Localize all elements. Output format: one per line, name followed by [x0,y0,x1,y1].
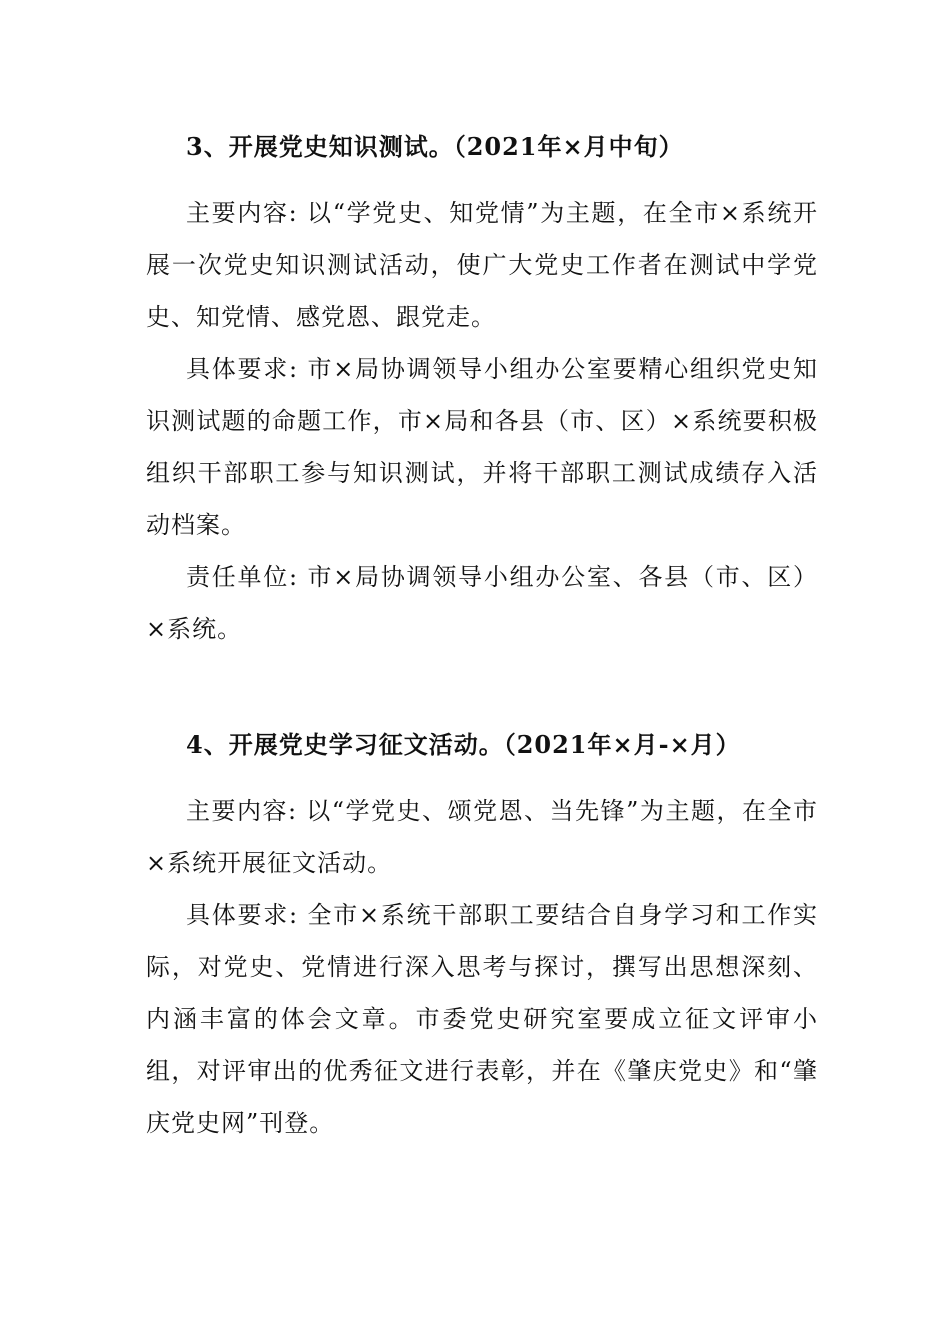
responsible-unit-text: 市×局协调领导小组办公室、各县（市、区）×系统。 [146,563,818,643]
section-3-heading: 3、开展党史知识测试。（2021年×月中旬） [186,132,684,161]
requirements-label: 具体要求: [186,355,299,383]
section-3-responsible-unit [146,551,818,655]
requirements-text: 市×局协调领导小组办公室要精心组织党史知识测试题的命题工作，市×局和各县（市、区）×系统要积极组织干部职工参与知识测试，并将干部职工测试成绩存入活动档案。 [146,355,818,539]
section-4-requirements [146,889,818,1149]
main-content-text: 以“学党史、知党情”为主题，在全市×系统开展一次党史知识测试活动，使广大党史工作者在测试中学党史、知党情、感党恩、跟党走。 [146,199,818,331]
main-content-label: 主要内容: [186,199,298,227]
section-4-main-content [146,785,818,889]
main-content-text: 以“学党史、颂党恩、当先锋”为主题，在全市×系统开展征文活动。 [146,797,818,877]
section-4-heading: 4、开展党史学习征文活动。（2021年×月-×月） [186,730,741,759]
requirements-text: 全市×系统干部职工要结合自身学习和工作实际，对党史、党情进行深入思考与探讨，撰写出思想深刻、内涵丰富的体会文章。市委党史研究室要成立征文评审小组，对评审出的优秀征文进行表彰，并在《肇庆党史》和“肇庆党史网”刊登。 [146,901,818,1137]
section-3-requirements [146,343,818,551]
main-content-label: 主要内容: [186,797,298,825]
requirements-label: 具体要求: [186,901,299,929]
responsible-unit-label: 责任单位: [186,563,299,591]
section-3-main-content [146,187,818,343]
